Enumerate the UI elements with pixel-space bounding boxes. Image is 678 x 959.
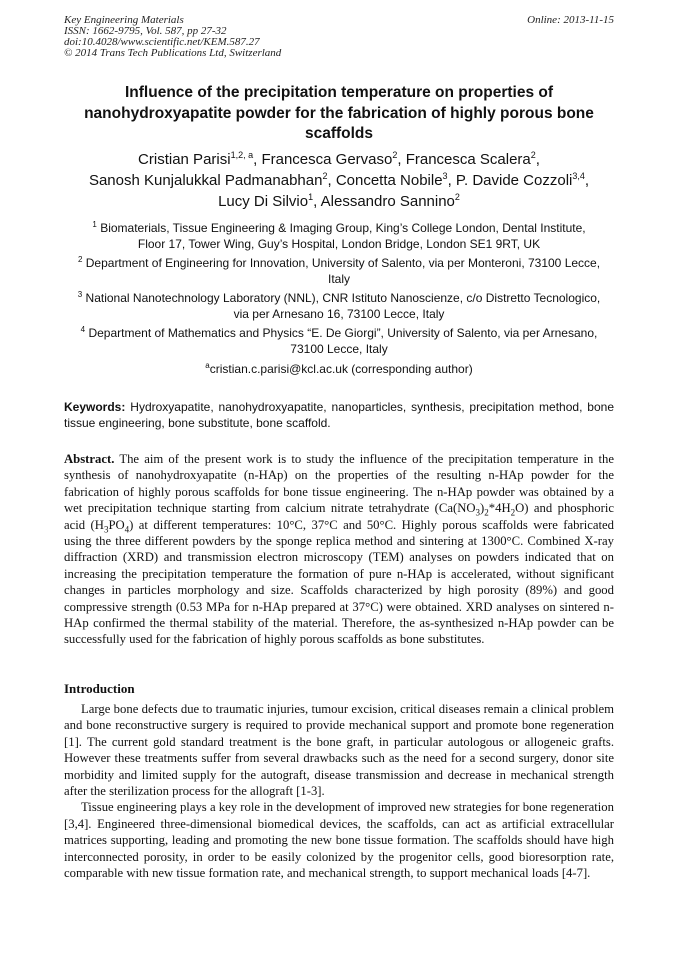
abstract: Abstract. The aim of the present work is to study the influence of the precipitation temperature in the synthesis of nanohydroxyapatite (n-HAp) on the properties of the resulting n-HAp powder for the fabrication of highly porous scaffolds for bone tissue engineering. The n-HAp powder was obtained by a wet precipitation technique starting from calcium nitrate tetrahydrate $(Ca(NO_3)_2*4H_2O)$ and phosphoric acid $(H_3PO_4)$ at different temperatures: 10°C, 37°C and 50°C. Highly porous scaffolds were fabricated using the three different powders by the sponge replica method and sintering at 1300°C. Combined X-ray diffraction (XRD) and transmission electron microscopy (TEM) analyses on powders indicated that on increasing the precipitation temperature the formation of pure n-HAp is accelerated, without significant changes in particles morphology and size. Scaffolds characterized by high porosity (89%) and good compressive strength (0.53 MPa for n-HAp prepared at 37°C) were obtained. XRD analyses on sintered n-HAp confirmed the thermal stability of the material. Therefore, the as-synthesized n-HAp powder can be successfully used for the fabrication of highly porous scaffolds as bone substitutes. xyxy=(64,452,614,647)
author: Francesca Scalera$^2$, xyxy=(405,150,540,168)
author: Sanosh Kunjalukkal Padmanabhan$^2$, xyxy=(88,171,336,189)
author: Alessandro Sannino$^2$ xyxy=(320,192,460,210)
journal-copyright: © 2014 Trans Tech Publications Ltd, Switzerland xyxy=(64,47,282,59)
journal-header xyxy=(64,15,281,59)
author: Francesca Gervaso$^2$, xyxy=(261,150,406,168)
keywords-text: Hydroxyapatite, nanohydroxyapatite, nanoparticles, synthesis, precipitation method, bone tissue engineering, bone substitute, bone scaffold. xyxy=(64,400,615,430)
author: Concetta Nobile$^3$, xyxy=(335,171,456,189)
paragraph: Large bone defects due to traumatic injuries, tumour excision, critical diseases remain a clinical problem and bone reconstructive surgery is required to provide mechanical support and promote bone regeneration [1]. The current gold standard treatment is the bone graft, in particular autologous or allogeneic grafts. However these treatments suffer from several drawbacks such as the need for a second surgery, donor site morbidity and limited supply for the autograft, disease transmission and decrease in mechanical strength after the sterilization process for the allograft [1-3]. xyxy=(64,702,614,799)
affiliation-4: $^4$ Department of Mathematics and Physics “E. De Giorgi”, University of Salento, via per Arnesano, 73100 Lecce, Italy xyxy=(80,325,598,356)
keywords-label: Keywords: xyxy=(64,400,126,414)
journal-name: Key Engineering Materials xyxy=(64,14,184,26)
author: Lucy Di Silvio$^1$, xyxy=(218,192,321,210)
affiliation-2: $^2$ Department of Engineering for Innovation, University of Salento, via per Monteroni, 73100 Lecce, Italy xyxy=(77,255,601,286)
introduction-body xyxy=(64,701,614,881)
author: P. Davide Cozzoli$^{3,4}$, xyxy=(455,171,590,189)
corresponding-email: $^a$cristian.c.parisi@kcl.ac.uk (corresponding author) xyxy=(205,361,473,376)
online-date xyxy=(527,15,614,26)
journal-issn: ISSN: 1662-9795, Vol. 587, pp 27-32 xyxy=(64,25,227,37)
author: Cristian Parisi$^{1,2, a}$, xyxy=(138,150,262,168)
affiliation-1: $^1$ Biomaterials, Tissue Engineering & Imaging Group, King’s College London, Dental Institute, Floor 17, Tower Wing, Guy’s Hospital, London Bridge, London SE1 9RT, UK xyxy=(92,220,586,251)
online-date-text: Online: 2013-11-15 xyxy=(527,14,614,26)
abstract-label: Abstract. xyxy=(64,452,115,466)
paper-title: Influence of the precipitation temperature on properties of nanohydroxyapatite powder for the fabrication of highly porous bone scaffolds xyxy=(84,84,594,142)
affiliation-3: $^3$ National Nanotechnology Laboratory (NNL), CNR Istituto Nanoscienze, c/o Distretto Tecnologico, via per Arnesano 16, 73100 Lecce, Italy xyxy=(77,290,601,321)
introduction-heading: Introduction xyxy=(64,681,135,696)
paragraph: Tissue engineering plays a key role in the development of improved new strategies for bone regeneration [3,4]. Engineered three-dimensional biomedical devices, the scaffolds, can act as artificial extracellular matrices supporting, leading and promoting the new bone tissue formation. The scaffolds should have high interconnected porosity, in order to be easily colonized by the progenitor cells, good bioresorption rate, comparable with new tissue formation rate, and mechanical strength, to support mechanical loads [4-7]. xyxy=(64,800,614,881)
author-list xyxy=(56,149,622,212)
keywords xyxy=(64,400,614,431)
journal-doi: doi:10.4028/www.scientific.net/KEM.587.27 xyxy=(64,36,260,48)
